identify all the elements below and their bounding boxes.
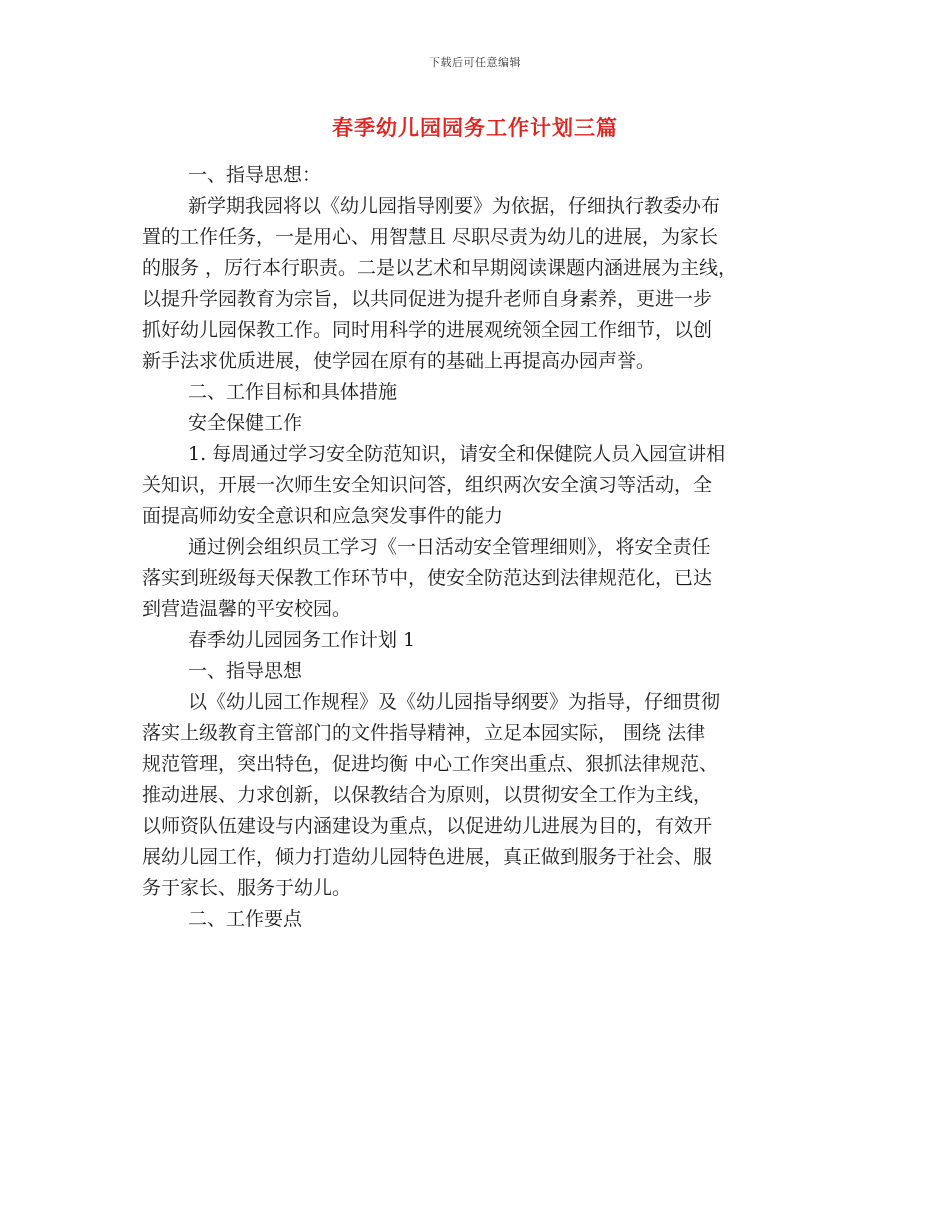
- section-heading: 一、指导思想: [188, 660, 303, 682]
- paragraph-line: 推动进展、力求创新，以保教结合为原则，以贯彻安全工作为主线，: [142, 784, 713, 806]
- paragraph-line: 规范管理，突出特色，促进均衡 中心工作突出重点、狠抓法律规范、: [142, 753, 719, 775]
- paragraph-line: 以《幼儿园工作规程》及《幼儿园指导纲要》为指导，仔细贯彻: [188, 691, 721, 713]
- paragraph-line: 1. 每周通过学习安全防范知识，请安全和保健院人员入园宣讲相: [188, 443, 726, 465]
- section-heading: 二、工作目标和具体措施: [188, 381, 398, 403]
- paragraph-line: 展幼儿园工作，倾力打造幼儿园特色进展，真正做到服务于社会、服: [142, 846, 713, 868]
- paragraph-line: 落实到班级每天保教工作环节中，使安全防范达到法律规范化，已达: [142, 567, 713, 589]
- paragraph-line: 以师资队伍建设与内涵建设为重点，以促进幼儿进展为目的，有效开: [142, 815, 713, 837]
- paragraph-line: 面提高师幼安全意识和应急突发事件的能力: [142, 505, 504, 527]
- paragraph-line: 的服务 ，厉行本行职责。二是以艺术和早期阅读课题内涵进展为主线，: [142, 257, 738, 279]
- paragraph-line: 抓好幼儿园保教工作。同时用科学的进展观统领全园工作细节，以创: [142, 319, 713, 341]
- section-heading: 二、工作要点: [188, 908, 303, 930]
- document-body: [142, 160, 814, 935]
- paragraph-line: 新手法求优质进展，使学园在原有的基础上再提高办园声誉。: [142, 350, 656, 372]
- paragraph-line: 关知识，开展一次师生安全知识问答，组织两次安全演习等活动，全: [142, 474, 713, 496]
- paragraph-line: 落实上级教育主管部门的文件指导精神，立足本园实际， 围绕 法律: [142, 722, 706, 744]
- section-heading: 一、指导思想：: [188, 164, 322, 186]
- paragraph-line: 以提升学园教育为宗旨，以共同促进为提升老师自身素养，更进一步: [142, 288, 713, 310]
- document-title: 春季幼儿园园务工作计划三篇: [332, 115, 618, 140]
- subsection-heading: 安全保健工作: [188, 412, 303, 434]
- plan-subtitle: 春季幼儿园园务工作计划 1: [188, 629, 416, 651]
- paragraph-line: 务于家长、服务于幼儿。: [142, 877, 352, 899]
- paragraph-line: 置的工作任务，一是用心、用智慧且 尽职尽责为幼儿的进展，为家长: [142, 226, 719, 248]
- paragraph-line: 通过例会组织员工学习《一日活动安全管理细则》，将安全责任: [188, 536, 711, 558]
- paragraph-line: 到营造温馨的平安校园。: [142, 598, 352, 620]
- page-header-note: 下载后可任意编辑: [429, 56, 521, 69]
- paragraph-line: 新学期我园将以《幼儿园指导刚要》为依据，仔细执行教委办布: [188, 195, 721, 217]
